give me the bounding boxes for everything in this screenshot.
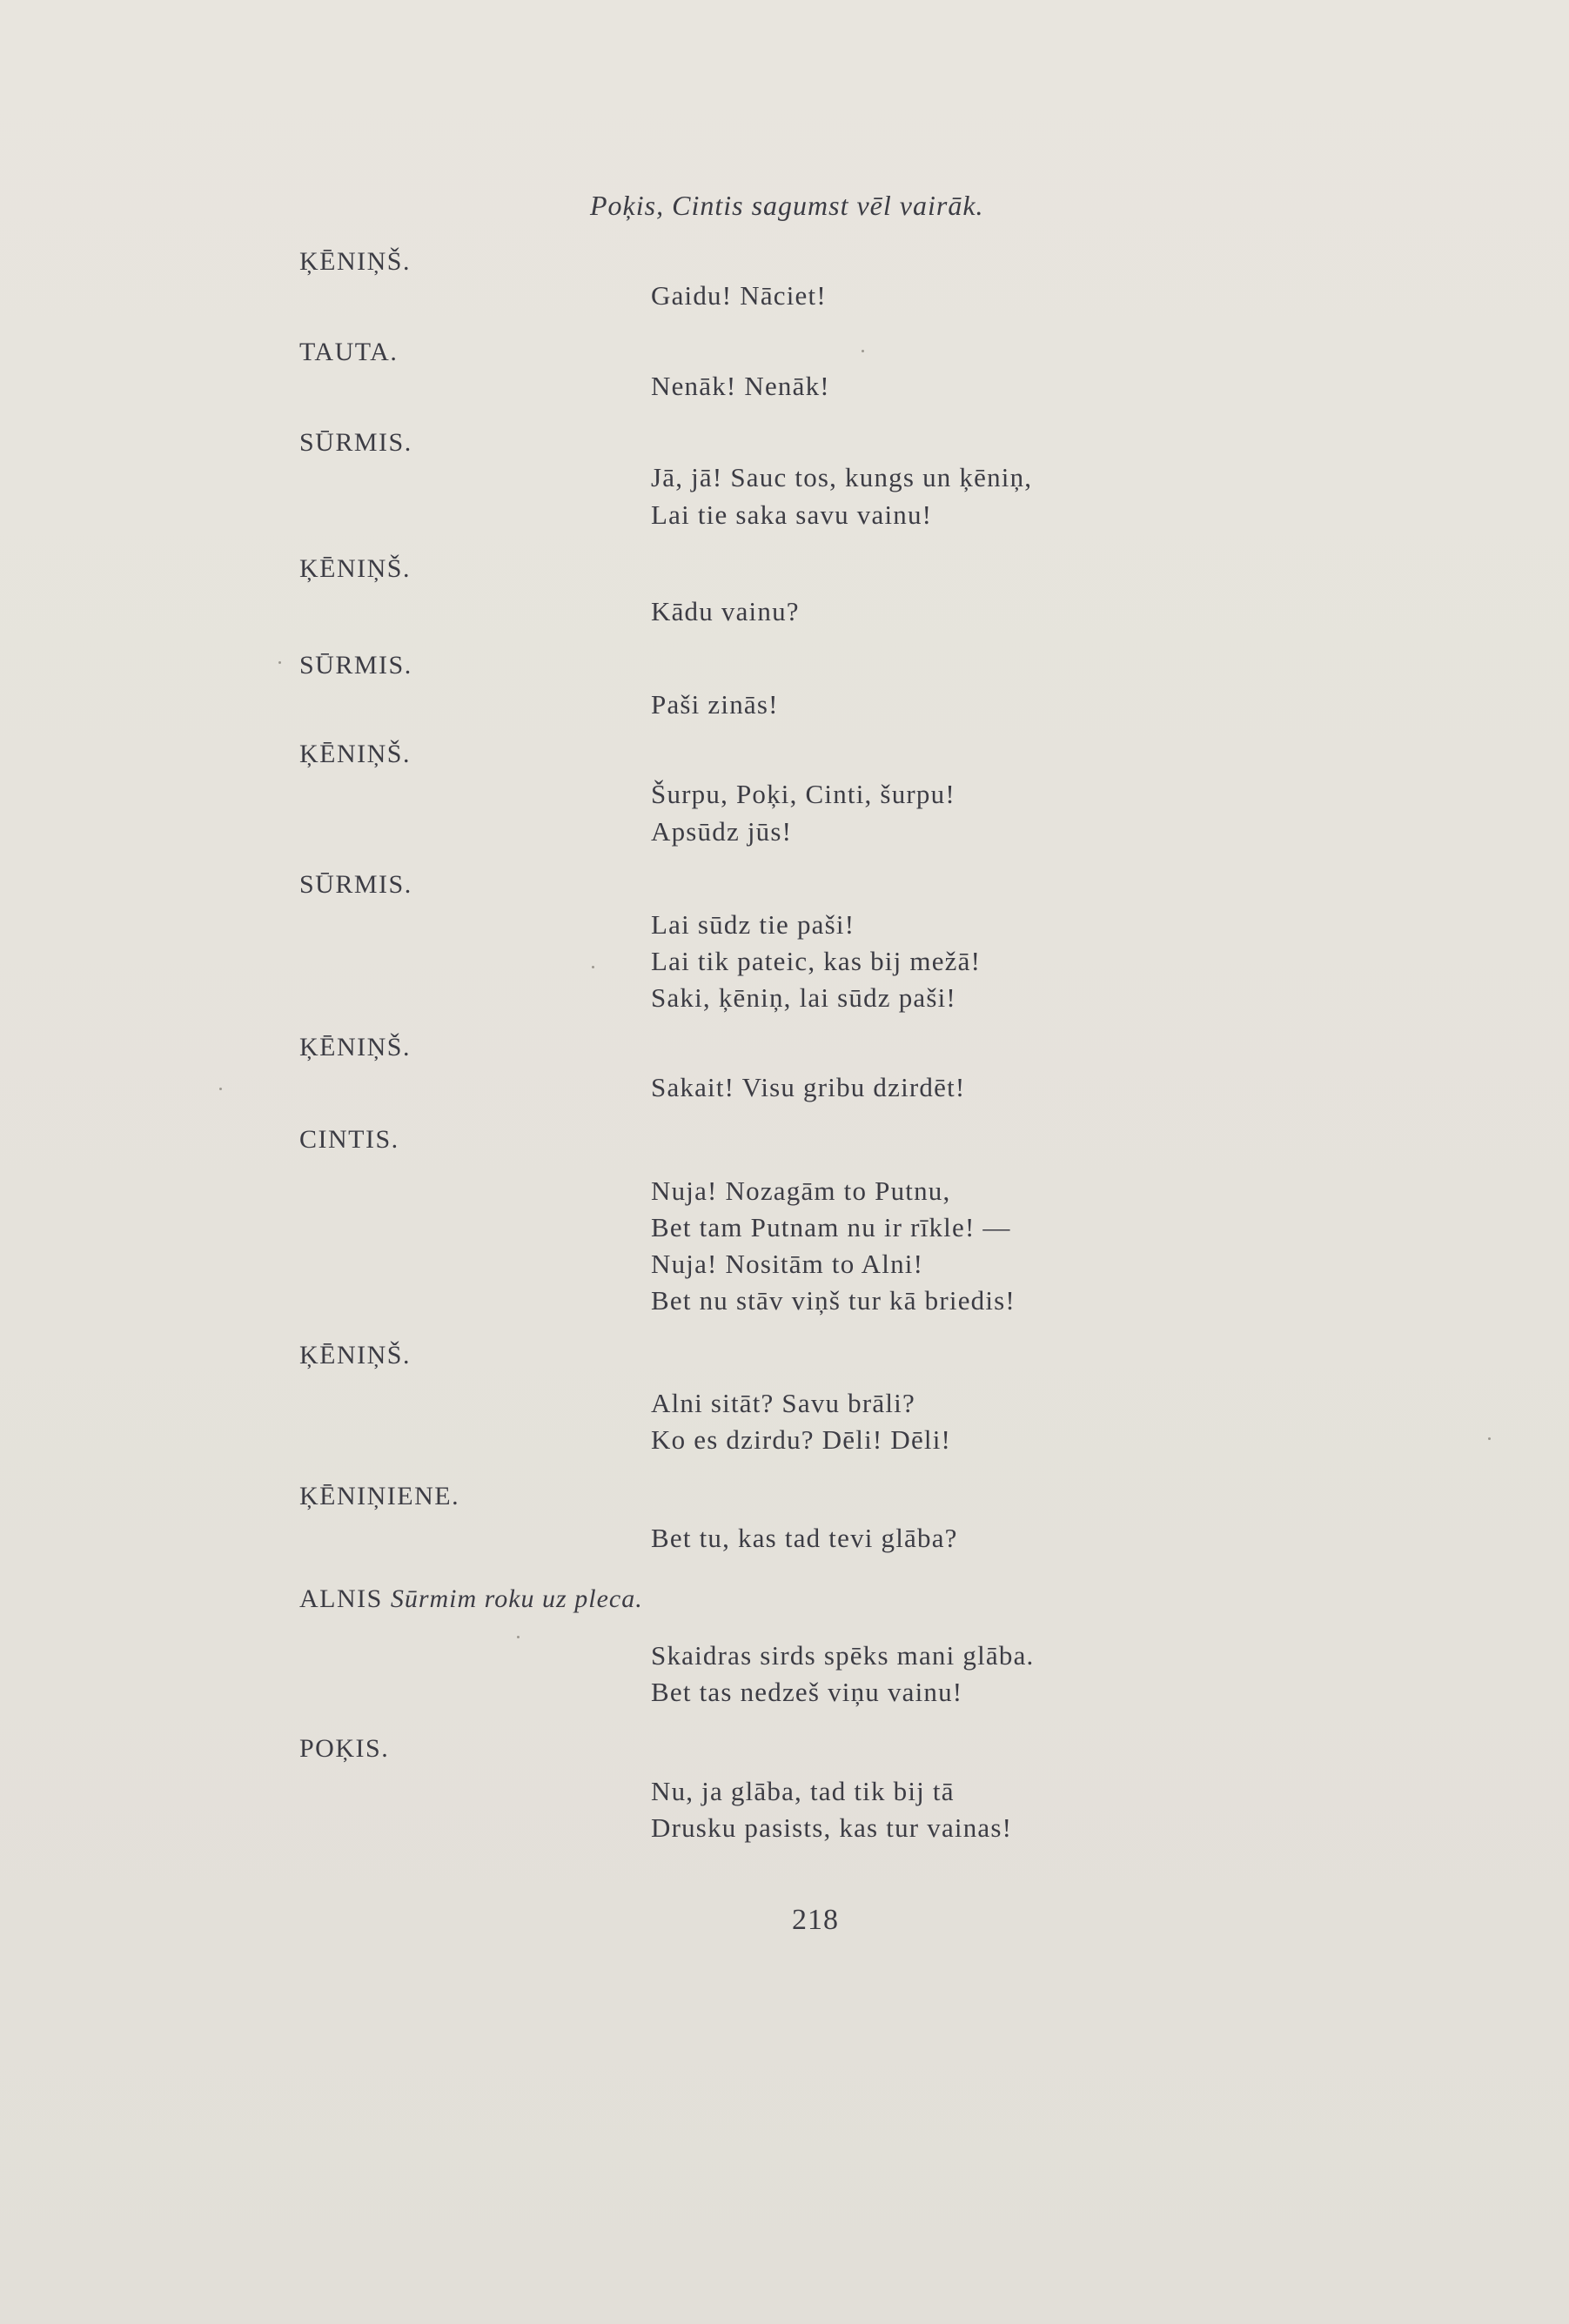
speaker-name: ĶĒNIŅIENE. [299, 1482, 460, 1510]
speaker-name: POĶIS. [299, 1734, 390, 1763]
speaker-name [299, 1584, 643, 1614]
speaker-name: ĶĒNIŅŠ. [299, 247, 411, 276]
dialogue-line: Bet nu stāv viņš tur kā briedis! [651, 1285, 1016, 1316]
dialogue-line: Skaidras sirds spēks mani glāba. [651, 1640, 1035, 1671]
paper-speck [517, 1636, 520, 1638]
dialogue-line: Lai tik pateic, kas bij mežā! [651, 946, 982, 976]
dialogue-line: Jā, jā! Sauc tos, kungs un ķēniņ, [651, 462, 1033, 492]
dialogue-line: Paši zinās! [651, 689, 779, 720]
page-number: 218 [792, 1904, 839, 1936]
dialogue-line: Ko es dzirdu? Dēli! Dēli! [651, 1424, 952, 1455]
paper-speck [862, 350, 864, 352]
speaker-name: ĶĒNIŅŠ. [299, 554, 411, 583]
speaker-name: ĶĒNIŅŠ. [299, 740, 411, 768]
stage-direction: Poķis, Cintis sagumst vēl vairāk. [590, 190, 984, 221]
paper-speck [592, 966, 594, 968]
speaker-name: TAUTA. [299, 338, 399, 366]
dialogue-line: Lai sūdz tie paši! [651, 909, 855, 940]
dialogue-line: Lai tie saka savu vainu! [651, 499, 933, 530]
speaker-name: SŪRMIS. [299, 870, 412, 899]
dialogue-line: Nenāk! Nenāk! [651, 371, 830, 401]
speaker-name: ĶĒNIŅŠ. [299, 1341, 411, 1370]
paper-speck [1488, 1437, 1491, 1440]
dialogue-line: Kādu vainu? [651, 596, 800, 626]
speaker-name: SŪRMIS. [299, 428, 412, 457]
speaker-label: ALNIS [299, 1584, 383, 1613]
dialogue-line: Nuja! Nositām to Alni! [651, 1249, 924, 1279]
dialogue-line: Gaidu! Nāciet! [651, 280, 827, 311]
speaker-name: SŪRMIS. [299, 651, 412, 680]
paper-speck [278, 661, 281, 664]
dialogue-line: Nuja! Nozagām to Putnu, [651, 1175, 951, 1206]
dialogue-line: Sakait! Visu gribu dzirdēt! [651, 1072, 966, 1102]
dialogue-line: Drusku pasists, kas tur vainas! [651, 1812, 1013, 1843]
speaker-name: ĶĒNIŅŠ. [299, 1033, 411, 1062]
dialogue-line: Apsūdz jūs! [651, 816, 793, 847]
dialogue-line: Bet tas nedzeš viņu vainu! [651, 1677, 963, 1707]
dialogue-line: Bet tam Putnam nu ir rīkle! — [651, 1212, 1011, 1242]
speaker-stage-note: Sūrmim roku uz pleca. [390, 1584, 643, 1613]
dialogue-line: Saki, ķēniņ, lai sūdz paši! [651, 982, 956, 1013]
dialogue-line: Nu, ja glāba, tad tik bij tā [651, 1776, 955, 1806]
dialogue-line: Šurpu, Poķi, Cinti, šurpu! [651, 779, 955, 809]
dialogue-line: Alni sitāt? Savu brāli? [651, 1388, 915, 1418]
speaker-name: CINTIS. [299, 1125, 399, 1154]
paper-speck [219, 1088, 222, 1090]
dialogue-line: Bet tu, kas tad tevi glāba? [651, 1523, 958, 1553]
